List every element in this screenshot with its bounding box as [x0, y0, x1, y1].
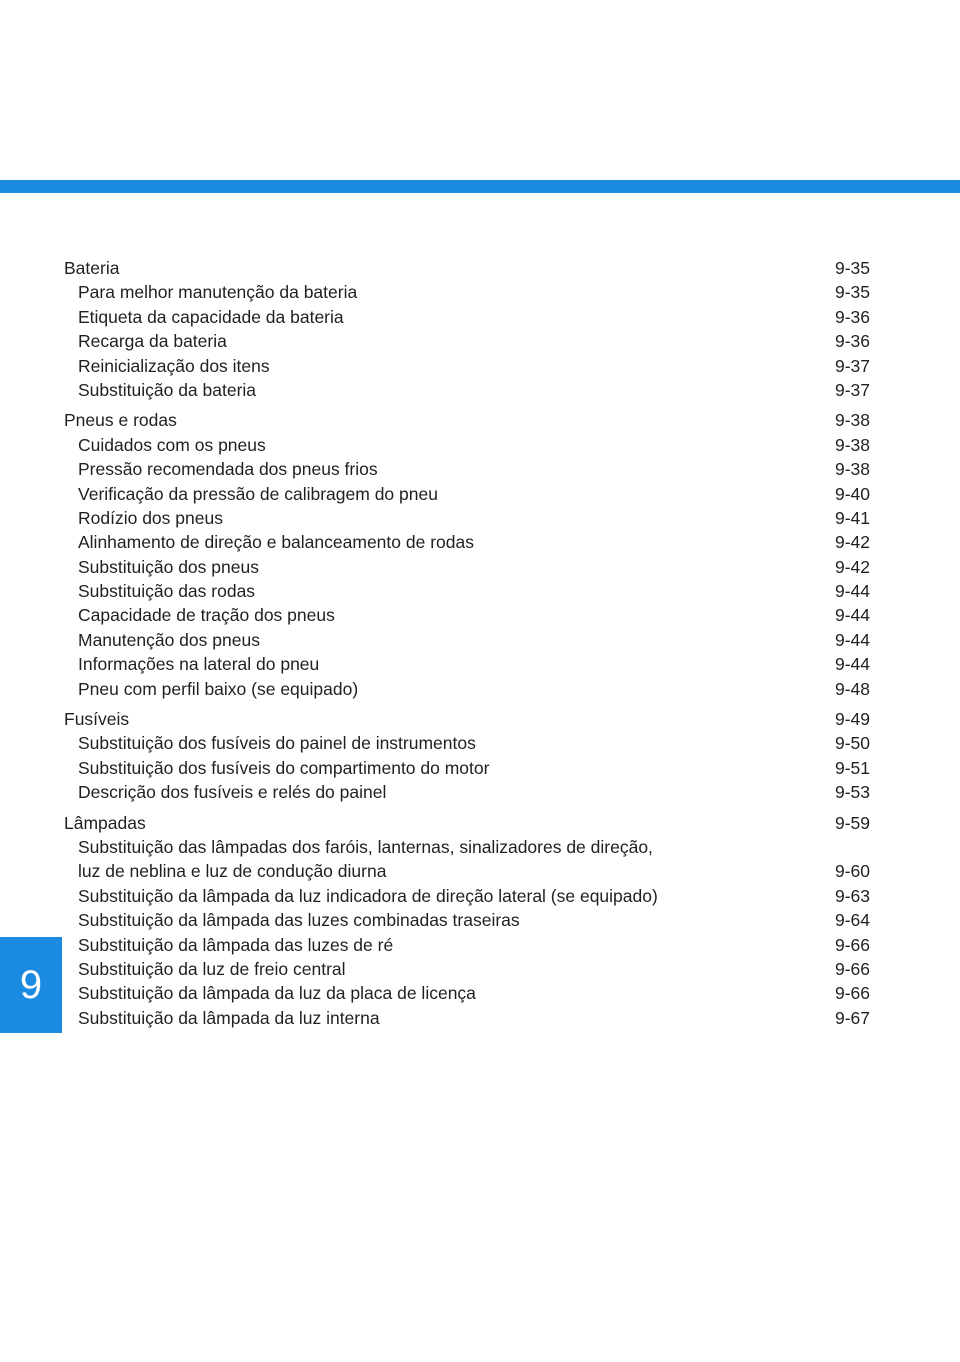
toc-entry-label: Substituição da lâmpada da luz indicadora de direção lateral (se equipado) [78, 885, 658, 906]
toc-entry-page: 9-50 [834, 733, 870, 754]
toc-entry-label: Substituição dos fusíveis do painel de instrumentos [78, 733, 476, 754]
table-of-contents [64, 256, 870, 1036]
toc-entry-label: Lâmpadas [64, 812, 146, 833]
toc-entry-page: 9-38 [834, 434, 870, 455]
toc-entry-page: 9-36 [834, 306, 870, 327]
toc-entry-label: Bateria [64, 258, 120, 278]
toc-entry[interactable] [64, 603, 870, 627]
toc-entry-label: Substituição da lâmpada das luzes combinadas traseiras [78, 910, 520, 931]
toc-entry-label: Para melhor manutenção da bateria [78, 282, 358, 303]
toc-section-title[interactable] [64, 707, 870, 731]
toc-entry-page: 9-44 [834, 581, 870, 602]
toc-entry[interactable] [64, 433, 870, 457]
toc-entry-page: 9-42 [834, 532, 870, 553]
toc-entry-label: Substituição das lâmpadas dos faróis, lanternas, sinalizadores de direção, [78, 836, 653, 857]
toc-entry-page: 9-38 [834, 410, 870, 431]
toc-entry-label: Recarga da bateria [78, 331, 227, 352]
toc-entry-page: 9-44 [834, 605, 870, 626]
toc-entry-page: 9-38 [834, 459, 870, 480]
toc-entry-page: 9-48 [834, 678, 870, 699]
toc-entry-page: 9-42 [834, 556, 870, 577]
toc-entry-page: 9-35 [834, 258, 870, 278]
toc-entry[interactable] [64, 981, 870, 1005]
toc-entry-label: luz de neblina e luz de condução diurna [78, 861, 387, 882]
toc-entry-label: Fusíveis [64, 709, 130, 730]
toc-entry-label: Rodízio dos pneus [78, 507, 223, 528]
toc-entry-page: 9-37 [834, 355, 870, 376]
toc-entry[interactable] [64, 457, 870, 481]
toc-entry-page: 9-66 [834, 983, 870, 1004]
toc-entry-page: 9-35 [834, 282, 870, 303]
toc-entry[interactable] [64, 731, 870, 755]
toc-entry[interactable] [64, 555, 870, 579]
toc-entry[interactable] [64, 354, 870, 378]
toc-entry-page: 9-60 [834, 861, 870, 882]
toc-entry-page: 9-41 [834, 507, 870, 528]
toc-entry-label: Substituição da lâmpada da luz da placa de licença [78, 983, 476, 1004]
toc-entry[interactable] [64, 280, 870, 304]
toc-entry[interactable] [64, 305, 870, 329]
toc-entry[interactable] [64, 859, 870, 883]
toc-entry-label: Substituição da lâmpada da luz interna [78, 1007, 380, 1028]
header-color-bar [0, 180, 960, 193]
toc-entry[interactable] [64, 780, 870, 804]
toc-entry-label: Etiqueta da capacidade da bateria [78, 306, 344, 327]
toc-entry-page: 9-40 [834, 483, 870, 504]
toc-entry-label: Substituição da luz de freio central [78, 958, 346, 979]
toc-entry-label: Pneu com perfil baixo (se equipado) [78, 678, 359, 699]
toc-entry-page: 9-66 [834, 958, 870, 979]
toc-entry[interactable] [64, 908, 870, 932]
toc-entry-label: Substituição da lâmpada das luzes de ré [78, 934, 394, 955]
toc-section [64, 811, 870, 1031]
toc-entry[interactable] [64, 756, 870, 780]
toc-entry[interactable] [64, 884, 870, 908]
toc-entry-label: Pneus e rodas [64, 410, 177, 431]
toc-entry-page: 9-66 [834, 934, 870, 955]
toc-entry-label: Reinicialização dos itens [78, 355, 270, 376]
toc-entry[interactable] [64, 652, 870, 676]
toc-entry[interactable] [64, 506, 870, 530]
toc-entry[interactable] [64, 628, 870, 652]
toc-section-title[interactable] [64, 811, 870, 835]
toc-entry[interactable] [64, 1006, 870, 1030]
toc-entry-label: Capacidade de tração dos pneus [78, 605, 335, 626]
toc-entry-label: Pressão recomendada dos pneus frios [78, 459, 378, 480]
toc-section-title[interactable] [64, 408, 870, 432]
toc-entry-page: 9-37 [834, 379, 870, 400]
toc-entry[interactable] [64, 329, 870, 353]
toc-entry-label: Manutenção dos pneus [78, 629, 260, 650]
toc-entry-label: Cuidados com os pneus [78, 434, 266, 455]
toc-section [64, 707, 870, 805]
toc-entry[interactable] [64, 933, 870, 957]
toc-entry-label: Substituição dos pneus [78, 556, 259, 577]
toc-section [64, 256, 870, 402]
chapter-tab: 9 [0, 937, 62, 1033]
toc-section-title[interactable] [64, 256, 870, 280]
toc-entry-label: Informações na lateral do pneu [78, 654, 320, 675]
toc-entry-page: 9-59 [834, 812, 870, 833]
toc-entry-page: 9-63 [834, 885, 870, 906]
toc-section [64, 408, 870, 701]
toc-entry-line[interactable] [64, 835, 870, 859]
toc-entry-label: Substituição da bateria [78, 379, 257, 400]
toc-entry-label: Substituição dos fusíveis do compartimento do motor [78, 757, 490, 778]
toc-entry[interactable] [64, 677, 870, 701]
toc-entry-label: Verificação da pressão de calibragem do pneu [78, 483, 438, 504]
toc-entry-page: 9-36 [834, 331, 870, 352]
toc-entry[interactable] [64, 482, 870, 506]
toc-entry-page: 9-51 [834, 757, 870, 778]
toc-entry-label: Alinhamento de direção e balanceamento de rodas [78, 532, 474, 553]
toc-entry-label: Substituição das rodas [78, 581, 256, 602]
toc-entry[interactable] [64, 378, 870, 402]
toc-entry-page: 9-44 [834, 654, 870, 675]
toc-entry-page: 9-53 [834, 782, 870, 803]
toc-entry[interactable] [64, 957, 870, 981]
toc-entry-page: 9-44 [834, 629, 870, 650]
toc-entry[interactable] [64, 579, 870, 603]
toc-entry-page: 9-64 [834, 910, 870, 931]
toc-entry-page: 9-49 [834, 709, 870, 730]
toc-entry-label: Descrição dos fusíveis e relés do painel [78, 782, 387, 803]
toc-entry[interactable] [64, 530, 870, 554]
toc-entry-page: 9-67 [834, 1007, 870, 1028]
